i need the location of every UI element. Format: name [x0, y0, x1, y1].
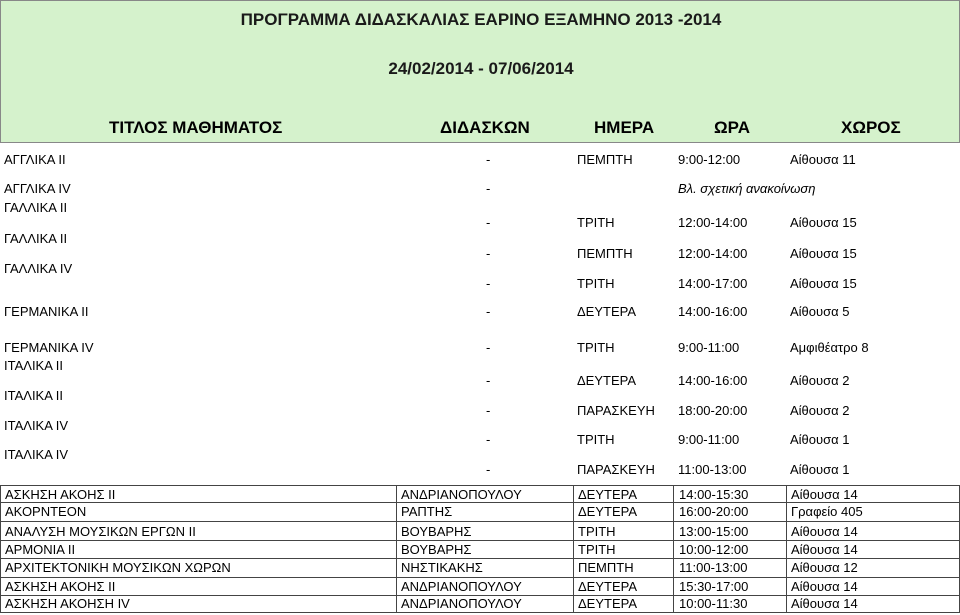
time-cell: 16:00-20:00 [679, 504, 749, 519]
time-cell: 9:00-11:00 [678, 340, 740, 355]
table-row [0, 418, 960, 447]
column-header-room: ΧΩΡΟΣ [841, 118, 901, 137]
instructor-cell: ΒΟΥΒΑΡΗΣ [401, 524, 472, 539]
instructor-cell: ΑΝΔΡΙΑΝΟΠΟΥΛΟΥ [401, 596, 522, 611]
table-row [0, 596, 960, 613]
instructor-cell: ΒΟΥΒΑΡΗΣ [401, 542, 472, 557]
subject-cell: ΙΤΑΛΙΚΑ IV [4, 447, 69, 462]
room-cell: Αίθουσα 14 [791, 596, 858, 611]
subject-cell: ΓΕΡΜΑΝΙΚΑ ΙΙ [4, 304, 89, 319]
day-cell: ΔΕΥΤΕΡΑ [578, 579, 638, 594]
day-cell: ΤΡΙΤΗ [577, 340, 615, 355]
room-cell: Αίθουσα 2 [790, 403, 850, 418]
column-header-time: ΩΡΑ [714, 118, 750, 137]
subject-cell: ΑΓΓΛΙΚΑ ΙΙ [4, 152, 66, 167]
room-cell: Αίθουσα 14 [791, 579, 858, 594]
room-cell: Αίθουσα 15 [790, 215, 857, 230]
day-cell: ΠΕΜΠΤΗ [577, 246, 633, 261]
day-cell: ΔΕΥΤΕΡΑ [578, 487, 638, 502]
room-cell: Αίθουσα 14 [791, 524, 858, 539]
table-row [0, 261, 960, 299]
instructor-cell: - [486, 304, 491, 319]
room-cell: Αίθουσα 15 [790, 246, 857, 261]
subject-cell: ΑΝΑΛΥΣΗ ΜΟΥΣΙΚΩΝ ΕΡΓΩΝ ΙΙ [5, 524, 196, 539]
table-row [0, 578, 960, 596]
room-cell: Γραφείο 405 [791, 504, 863, 519]
instructor-cell: - [486, 462, 491, 477]
date-range: 24/02/2014 - 07/06/2014 [388, 59, 574, 78]
table-row [0, 541, 960, 559]
instructor-cell: ΝΗΣΤΙΚΑΚΗΣ [401, 560, 483, 575]
table-row [0, 358, 960, 388]
day-cell: ΠΕΜΠΤΗ [577, 152, 633, 167]
table-row [0, 486, 960, 503]
room-cell: Αίθουσα 5 [790, 304, 850, 319]
instructor-cell: - [486, 340, 491, 355]
instructor-cell: - [486, 432, 491, 447]
room-cell: Αίθουσα 1 [790, 432, 850, 447]
room-cell: Αίθουσα 14 [791, 487, 858, 502]
day-cell: ΤΡΙΤΗ [577, 432, 615, 447]
table-row [0, 299, 960, 330]
subject-cell: ΙΤΑΛΙΚΑ ΙΙ [4, 388, 64, 403]
room-cell: Αίθουσα 15 [790, 276, 857, 291]
instructor-cell: ΑΝΔΡΙΑΝΟΠΟΥΛΟΥ [401, 487, 522, 502]
room-cell: Αίθουσα 12 [791, 560, 858, 575]
subject-cell: ΓΑΛΛΙΚΑ ΙΙ [4, 231, 68, 246]
table-row [0, 522, 960, 541]
table-row [0, 330, 960, 358]
day-cell: ΔΕΥΤΕΡΑ [578, 596, 638, 611]
instructor-cell: - [486, 246, 491, 261]
time-cell: 9:00-12:00 [678, 152, 741, 167]
day-cell: ΤΡΙΤΗ [577, 215, 615, 230]
time-cell: 12:00-14:00 [678, 246, 748, 261]
grid-section [0, 485, 960, 613]
day-cell: ΠΑΡΑΣΚΕΥΗ [577, 462, 655, 477]
day-cell: ΤΡΙΤΗ [578, 524, 616, 539]
subject-cell: ΙΤΑΛΙΚΑ ΙΙ [4, 358, 64, 373]
instructor-cell: - [486, 152, 491, 167]
table-row [0, 388, 960, 418]
column-header-day: ΗΜΕΡΑ [594, 118, 655, 137]
room-cell: Αίθουσα 2 [790, 373, 850, 388]
schedule-table [0, 143, 960, 613]
time-cell: 10:00-12:00 [679, 542, 749, 557]
time-cell: 9:00-11:00 [678, 432, 740, 447]
column-header-subject: ΤΙΤΛΟΣ ΜΑΘΗΜΑΤΟΣ [109, 118, 283, 137]
instructor-cell: - [486, 403, 491, 418]
time-cell: 18:00-20:00 [678, 403, 748, 418]
subject-cell: ΑΚΟΡΝΤΕΟΝ [5, 504, 87, 519]
instructor-cell: - [486, 181, 491, 196]
instructor-cell: - [486, 276, 491, 291]
time-cell: 14:00-16:00 [678, 373, 748, 388]
table-row [0, 559, 960, 578]
day-cell: ΔΕΥΤΕΡΑ [578, 504, 638, 519]
subject-cell: ΓΕΡΜΑΝΙΚΑ IV [4, 340, 94, 355]
subject-cell: ΑΣΚΗΣΗ ΑΚΟΗΣ ΙΙ [5, 579, 116, 594]
subject-cell: ΑΡΧΙΤΕΚΤΟΝΙΚΗ ΜΟΥΣΙΚΩΝ ΧΩΡΩΝ [5, 560, 231, 575]
time-cell: 14:00-17:00 [678, 276, 748, 291]
time-cell: 15:30-17:00 [679, 579, 749, 594]
table-row [0, 503, 960, 522]
subject-cell: ΓΑΛΛΙΚΑ IV [4, 261, 73, 276]
time-cell: 11:00-13:00 [679, 560, 748, 575]
room-cell: Αίθουσα 14 [791, 542, 858, 557]
subject-cell: ΙΤΑΛΙΚΑ IV [4, 418, 69, 433]
room-cell: Αίθουσα 11 [790, 152, 856, 167]
page-title: ΠΡΟΓΡΑΜΜΑ ΔΙΔΑΣΚΑΛΙΑΣ ΕΑΡΙΝΟ ΕΞΑΜΗΝΟ 2013 -2014 [240, 10, 722, 29]
table-row [0, 143, 960, 172]
table-row [0, 200, 960, 231]
time-cell: 11:00-13:00 [678, 462, 747, 477]
room-cell: Αίθουσα 1 [790, 462, 850, 477]
table-row [0, 231, 960, 261]
day-cell: ΤΡΙΤΗ [577, 276, 615, 291]
table-row [0, 172, 960, 200]
schedule-header [0, 0, 960, 143]
day-cell: ΤΡΙΤΗ [578, 542, 616, 557]
subject-cell: ΑΣΚΗΣΗ ΑΚΟΗΣΗ IV [5, 596, 130, 611]
note-cell: Βλ. σχετική ανακοίνωση [678, 181, 816, 196]
column-header-instructor: ΔΙΔΑΣΚΩΝ [440, 118, 530, 137]
instructor-cell: - [486, 215, 491, 230]
day-cell: ΔΕΥΤΕΡΑ [577, 304, 637, 319]
table-row [0, 447, 960, 485]
day-cell: ΔΕΥΤΕΡΑ [577, 373, 637, 388]
day-cell: ΠΑΡΑΣΚΕΥΗ [577, 403, 655, 418]
instructor-cell: ΑΝΔΡΙΑΝΟΠΟΥΛΟΥ [401, 579, 522, 594]
subject-cell: ΓΑΛΛΙΚΑ ΙΙ [4, 200, 68, 215]
time-cell: 13:00-15:00 [679, 524, 749, 539]
subject-cell: ΑΡΜΟΝΙΑ ΙΙ [5, 542, 76, 557]
time-cell: 14:00-16:00 [678, 304, 748, 319]
time-cell: 10:00-11:30 [679, 596, 748, 611]
subject-cell: ΑΓΓΛΙΚΑ IV [4, 181, 71, 196]
instructor-cell: - [486, 373, 491, 388]
subject-cell: ΑΣΚΗΣΗ ΑΚΟΗΣ ΙΙ [5, 487, 116, 502]
instructor-cell: ΡΑΠΤΗΣ [401, 504, 453, 519]
room-cell: Αμφιθέατρο 8 [790, 340, 869, 355]
time-cell: 12:00-14:00 [678, 215, 748, 230]
time-cell: 14:00-15:30 [679, 487, 749, 502]
day-cell: ΠΕΜΠΤΗ [578, 560, 634, 575]
